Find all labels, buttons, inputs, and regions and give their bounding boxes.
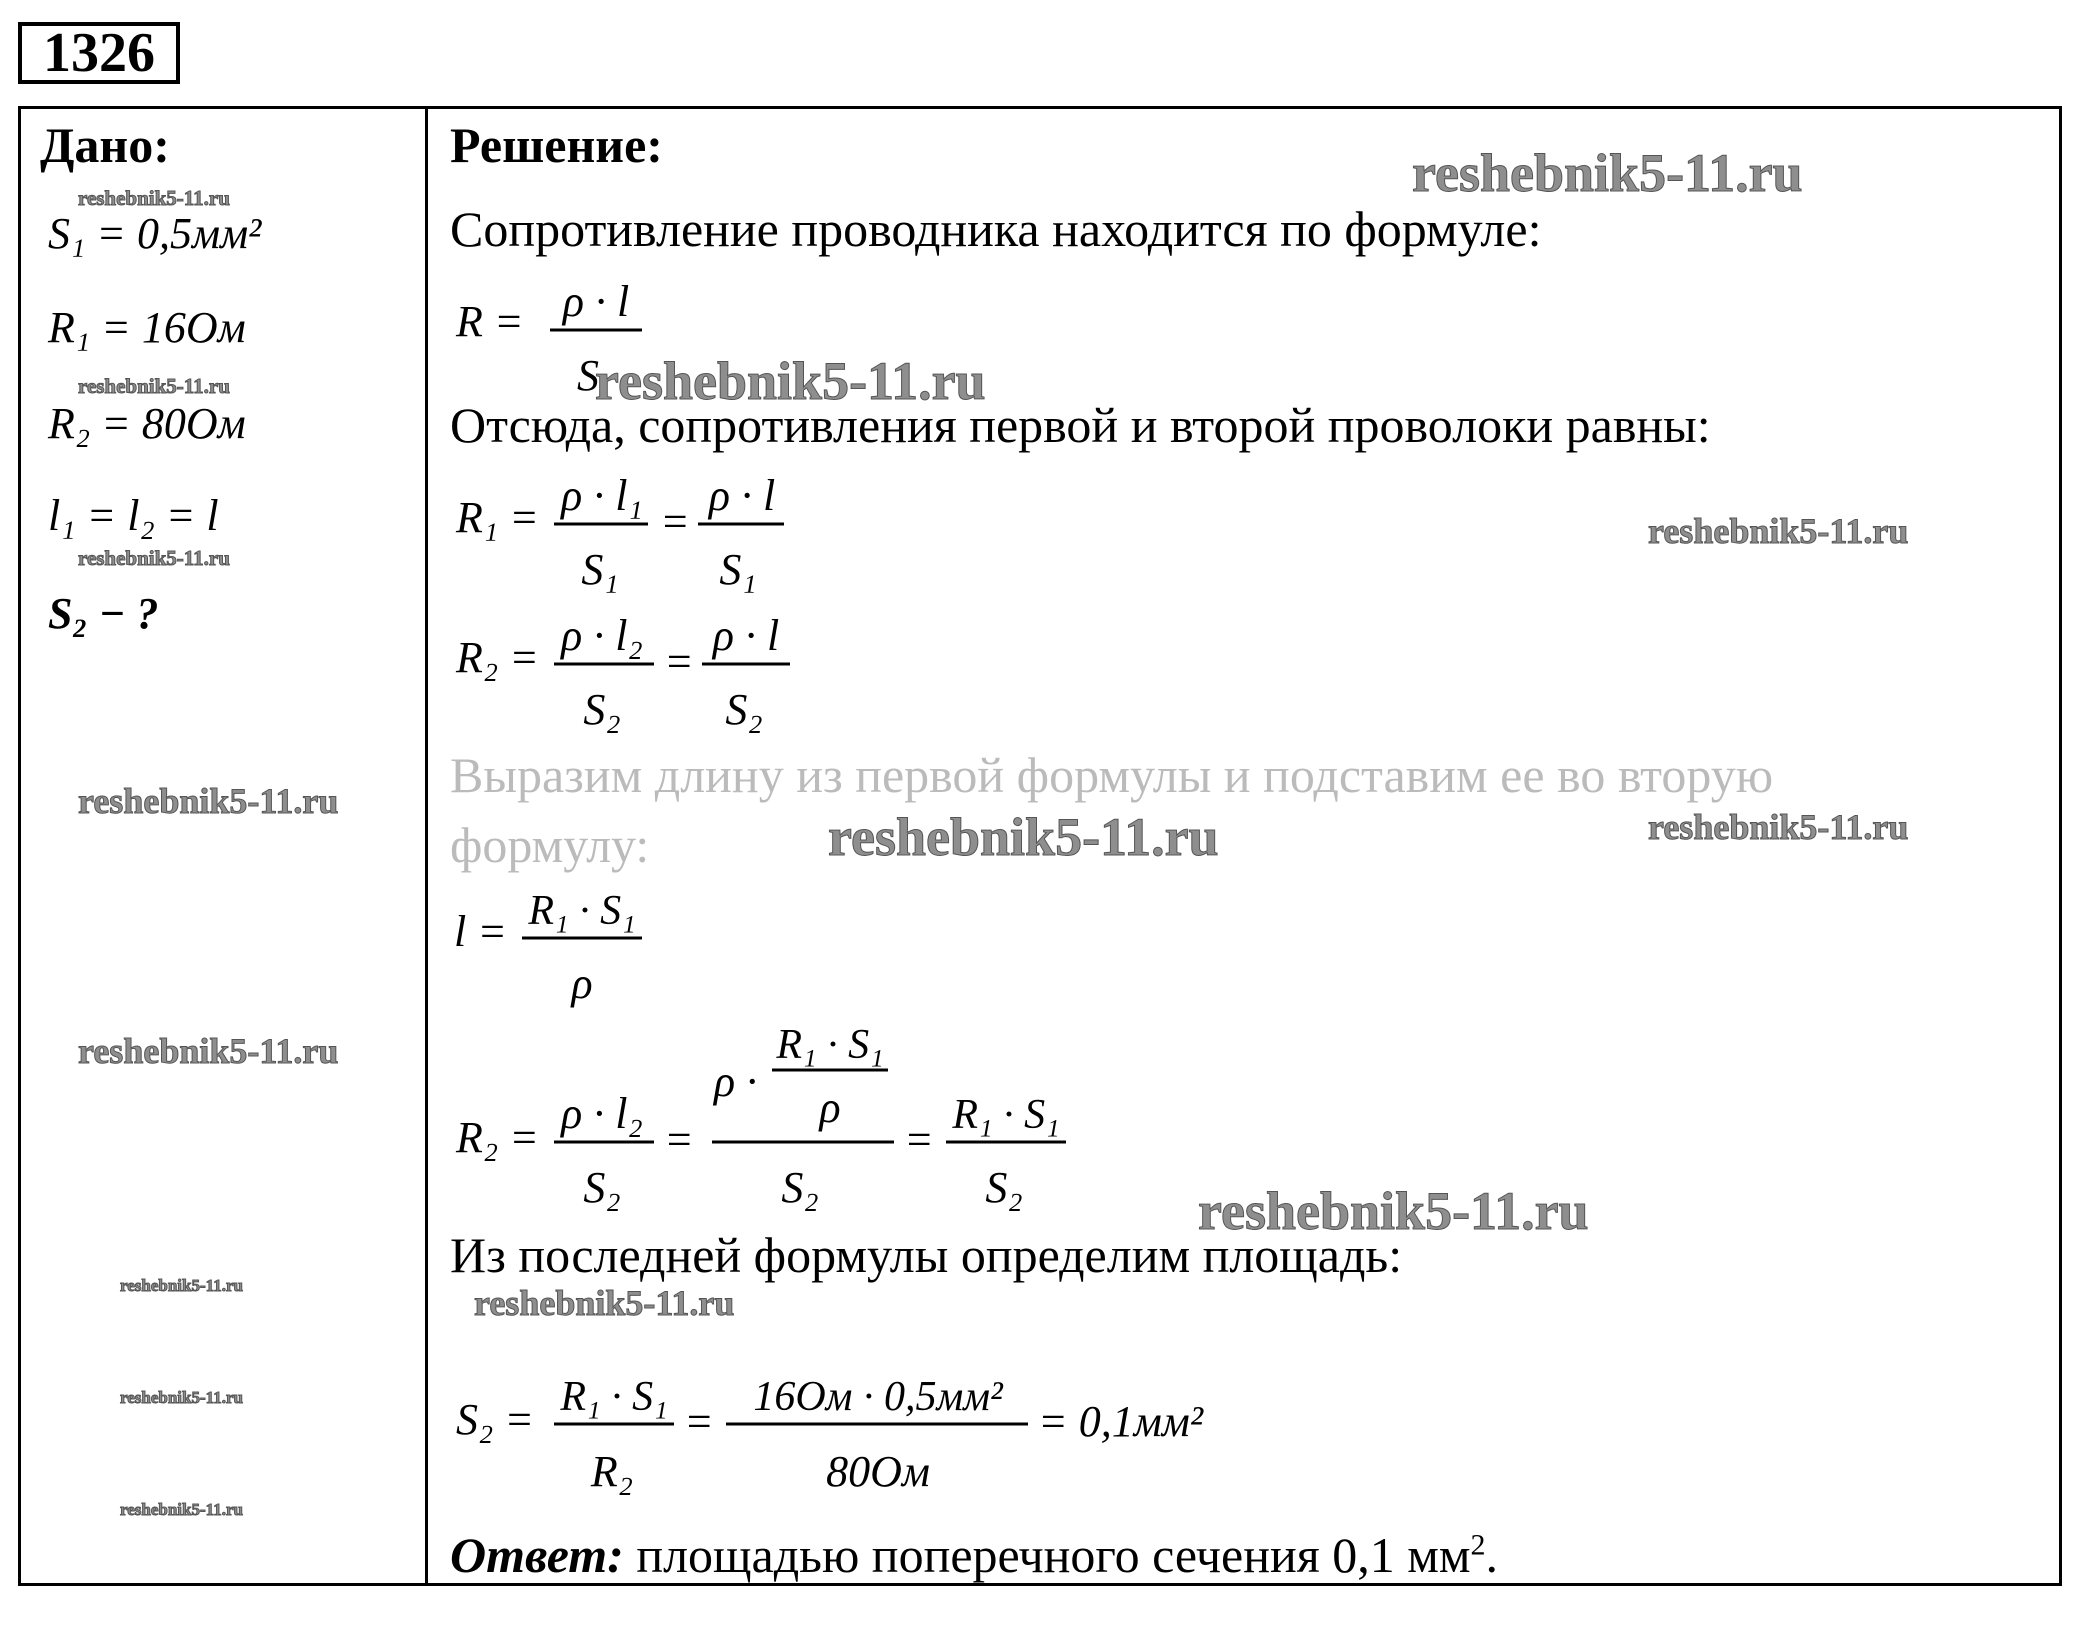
f5-den1: S₂ (583, 1163, 621, 1212)
formula-r2-substituted (450, 1014, 1090, 1214)
f5-den2: S₂ (781, 1163, 819, 1212)
watermark: reshebnik5-11.ru (78, 186, 230, 210)
watermark: reshebnik5-11.ru (120, 1388, 243, 1407)
problem-number: 1326 (18, 22, 180, 84)
solution-heading: Решение: (450, 117, 663, 173)
f6-num1: R₁ · S₁ (560, 1374, 668, 1420)
f2-den1: S₁ (581, 545, 619, 594)
f6-den2: 80Ом (826, 1447, 930, 1496)
f1-lhs: R = (456, 297, 524, 346)
given-s1: S₁ = 0,5мм² (48, 209, 262, 258)
f5-num3: R₁ · S₁ (952, 1092, 1060, 1138)
column-divider (425, 106, 428, 1586)
answer-text: площадью поперечного сечения 0,1 мм (636, 1527, 1471, 1583)
f2-lhs: R₁ = (456, 493, 539, 542)
watermark: reshebnik5-11.ru (120, 1500, 243, 1519)
watermark: reshebnik5-11.ru (474, 1283, 735, 1323)
f2-num2: ρ · l (708, 471, 776, 520)
f6-den1: R₂ (590, 1447, 634, 1496)
given-r1: R₁ = 16Ом (48, 303, 246, 352)
answer-label: Ответ: (450, 1527, 624, 1583)
f3-lhs: R₂ = (456, 633, 539, 682)
f3-den2: S₂ (725, 685, 763, 734)
solution-line-1: Сопротивление проводника находится по формуле: (450, 201, 1542, 257)
given-unknown: S₂ − ? (48, 589, 159, 638)
f4-den: ρ (571, 959, 593, 1008)
f6-lhs: S₂ = (456, 1395, 534, 1444)
watermark: reshebnik5-11.ru (1648, 511, 1909, 551)
f3-eq: = (664, 637, 694, 686)
f2-den2: S₁ (719, 545, 757, 594)
given-heading: Дано: (40, 117, 170, 173)
watermark: reshebnik5-11.ru (78, 1031, 339, 1071)
f3-num1: ρ · l₂ (561, 611, 643, 660)
f3-num2: ρ · l (712, 611, 780, 660)
formula-r2 (450, 606, 830, 736)
watermark: reshebnik5-11.ru (78, 374, 230, 398)
formula-length (450, 880, 670, 1010)
f5-inner-num: R₁ · S₁ (776, 1022, 884, 1068)
watermark: reshebnik5-11.ru (1198, 1181, 1589, 1241)
answer-line (450, 1526, 1498, 1584)
f5-lhs: R₂ = (456, 1113, 539, 1162)
watermark: reshebnik5-11.ru (828, 807, 1219, 867)
given-l: l₁ = l₂ = l (48, 491, 219, 540)
watermark: reshebnik5-11.ru (120, 1276, 243, 1295)
solution-line-2: Отсюда, сопротивления первой и второй проволоки равны: (450, 397, 1711, 453)
f6-result: = 0,1мм² (1038, 1397, 1204, 1446)
answer-end: . (1485, 1527, 1499, 1583)
watermark: reshebnik5-11.ru (78, 546, 230, 570)
solution-line-3b: формулу: (450, 817, 650, 873)
f5-rho: ρ · (714, 1057, 758, 1106)
formula-s2-result (450, 1362, 1250, 1502)
f2-eq: = (660, 497, 690, 546)
f5-inner-den: ρ (819, 1083, 841, 1132)
f5-den3: S₂ (985, 1163, 1023, 1212)
watermark: reshebnik5-11.ru (595, 351, 986, 411)
watermark: reshebnik5-11.ru (1412, 143, 1803, 203)
watermark: reshebnik5-11.ru (78, 781, 339, 821)
f3-den1: S₂ (583, 685, 621, 734)
watermark: reshebnik5-11.ru (1648, 807, 1909, 847)
solution-line-3a: Выразим длину из первой формулы и подставим ее во вторую (450, 747, 1774, 803)
f2-num1: ρ · l₁ (561, 471, 643, 520)
f6-eq: = (684, 1397, 714, 1446)
f5-eq2: = (904, 1115, 934, 1164)
f6-num2: 16Ом · 0,5мм² (753, 1374, 1003, 1420)
solution-line-4: Из последней формулы определим площадь: (450, 1227, 1403, 1283)
f4-num: R₁ · S₁ (528, 888, 636, 934)
f1-den: S (577, 351, 599, 400)
formula-r1 (450, 466, 830, 596)
f1-num: ρ · l (562, 277, 630, 326)
answer-sup: 2 (1470, 1528, 1486, 1562)
f4-lhs: l = (454, 907, 507, 956)
f5-num1: ρ · l₂ (561, 1089, 643, 1138)
f5-eq: = (664, 1115, 694, 1164)
given-r2: R₂ = 80Ом (48, 399, 246, 448)
